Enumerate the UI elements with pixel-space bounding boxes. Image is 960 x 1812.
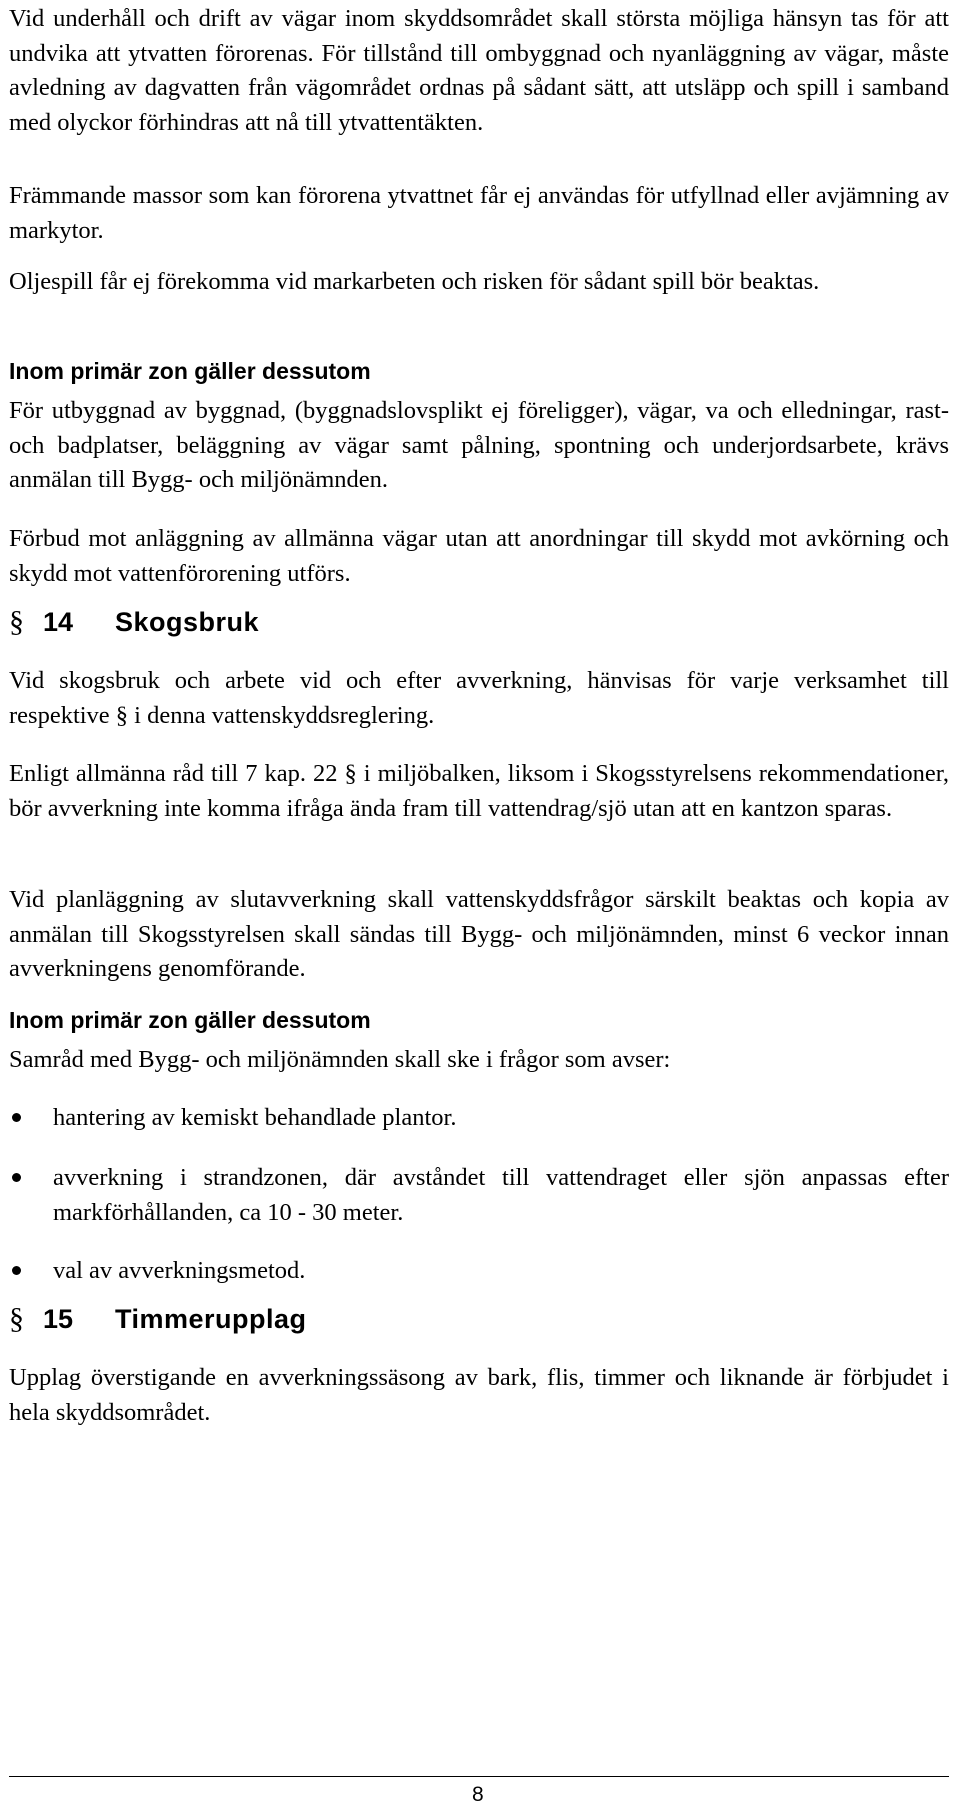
bullet-icon	[12, 1113, 21, 1122]
section-symbol: §	[9, 605, 24, 638]
subheading-primary-zone: Inom primär zon gäller dessutom	[9, 1007, 371, 1033]
paragraph-planning: Vid planläggning av slutavverkning skall vattenskyddsfrågor särskilt beaktas och kopia av anmälan till Skogsstyrelsen skall sändas till Bygg- och miljönämnden, minst 6 veckor innan avverkningens genomförande.	[9, 886, 949, 982]
paragraph-road-maintenance: Vid underhåll och drift av vägar inom skyddsområdet skall största möjliga hänsyn tas för att undvika att ytvatten förorenas. För tillstånd till ombyggnad och nyanläggning av vägar, måste avledning av dagvatten från vägområdet ordnas på sådant sätt, att utsläpp och spill i samband med olyckor förhindras att nå till ytvattentäkten.	[9, 5, 949, 136]
subheading-primary-zone: Inom primär zon gäller dessutom	[9, 358, 371, 384]
section-symbol: §	[9, 1302, 24, 1335]
section-title: Skogsbruk	[115, 607, 260, 637]
paragraph-foreign-masses: Främmande massor som kan förorena ytvattnet får ej användas för utfyllnad eller avjämning av markytor.	[9, 182, 949, 244]
bullet-icon	[12, 1173, 21, 1182]
section-number: 14	[43, 607, 74, 637]
section-title: Timmerupplag	[115, 1304, 307, 1334]
paragraph-general-advice: Enligt allmänna råd till 7 kap. 22 § i miljöbalken, liksom i Skogsstyrelsens rekommendationer, bör avverkning inte komma ifråga ända fram till vattendrag/sjö utan att en kantzon sparas.	[9, 760, 949, 822]
paragraph-consultation: Samråd med Bygg- och miljönämnden skall ske i frågor som avser:	[9, 1046, 671, 1073]
list-item: avverkning i strandzonen, där avståndet till vattendraget eller sjön anpassas efter markförhållanden, ca 10 - 30 meter.	[9, 1161, 949, 1230]
list-item: val av avverkningsmetod.	[9, 1254, 949, 1289]
list-item: hantering av kemiskt behandlade plantor.	[9, 1101, 949, 1136]
page-number: 8	[472, 1783, 484, 1806]
section-heading-15	[9, 1301, 307, 1337]
bullet-icon	[12, 1266, 21, 1275]
footer-divider	[9, 1776, 949, 1777]
paragraph-expansion-notice: För utbyggnad av byggnad, (byggnadslovsplikt ej föreligger), vägar, va och elledningar, rast- och badplatser, beläggning av vägar samt pålning, spontning och underjordsarbete, krävs anmälan till Bygg- och miljönämnden.	[9, 397, 949, 493]
paragraph-oil-spill: Oljespill får ej förekomma vid markarbeten och risken för sådant spill bör beaktas.	[9, 268, 820, 295]
paragraph-road-ban: Förbud mot anläggning av allmänna vägar utan att anordningar till skydd mot avkörning och skydd mot vattenförorening utförs.	[9, 525, 949, 587]
paragraph-forestry: Vid skogsbruk och arbete vid och efter avverkning, hänvisas för varje verksamhet till respektive § i denna vattenskyddsreglering.	[9, 667, 949, 729]
section-heading-14	[9, 604, 259, 640]
section-number: 15	[43, 1304, 74, 1334]
paragraph-timber-storage: Upplag överstigande en avverkningssäsong av bark, flis, timmer och liknande är förbjudet i hela skyddsområdet.	[9, 1364, 949, 1426]
